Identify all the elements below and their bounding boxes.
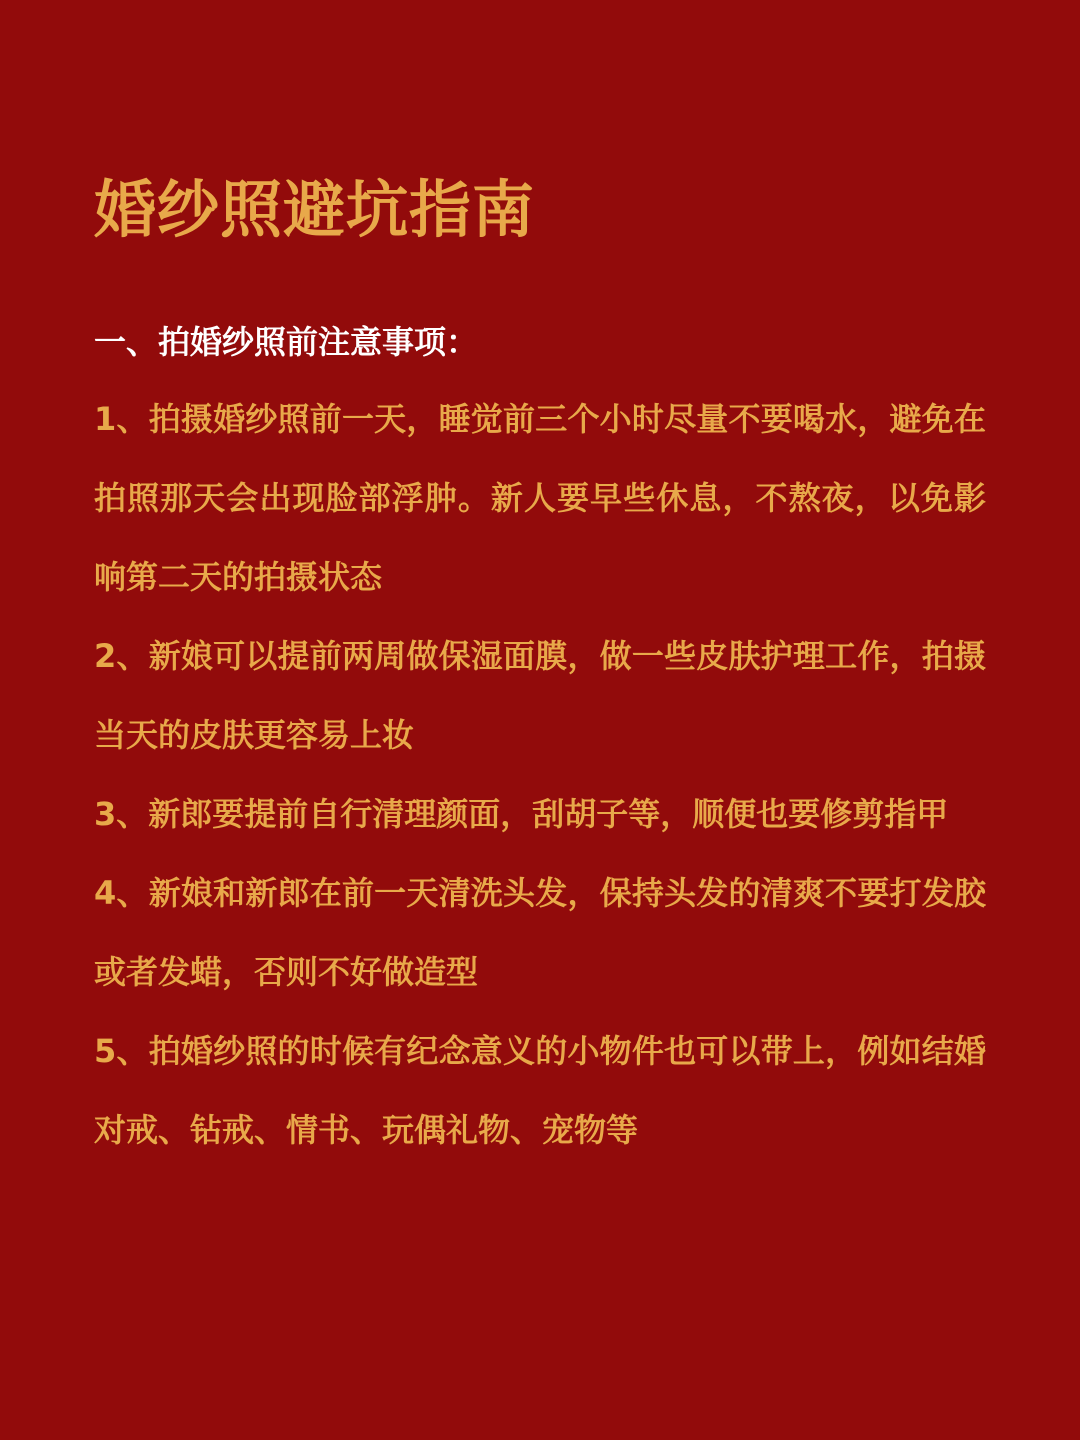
list-item: 1、拍摄婚纱照前一天，睡觉前三个小时尽量不要喝水，避免在拍照那天会出现脸部浮肿。新人要早些休息，不熬夜，以免影响第二天的拍摄状态 bbox=[94, 400, 986, 596]
section-heading: 一、拍婚纱照前注意事项： bbox=[94, 323, 479, 361]
tips-list bbox=[94, 380, 986, 1170]
list-item: 5、拍婚纱照的时候有纪念意义的小物件也可以带上，例如结婚对戒、钻戒、情书、玩偶礼物、宠物等 bbox=[94, 1032, 986, 1149]
list-item: 2、新娘可以提前两周做保湿面膜，做一些皮肤护理工作，拍摄当天的皮肤更容易上妆 bbox=[94, 637, 986, 754]
list-item: 3、新郎要提前自行清理颜面，刮胡子等，顺便也要修剪指甲 bbox=[94, 795, 949, 833]
page-title: 婚纱照避坑指南 bbox=[94, 173, 536, 246]
list-item: 4、新娘和新郎在前一天清洗头发，保持头发的清爽不要打发胶或者发蜡，否则不好做造型 bbox=[94, 874, 986, 991]
